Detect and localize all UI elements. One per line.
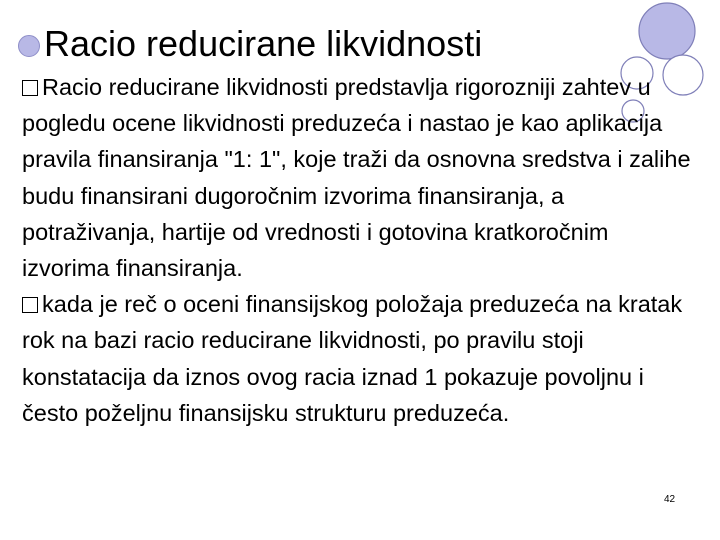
paragraph-2-text: kada je reč o oceni finansijskog položaja preduzeća na kratak rok na bazi racio reducirane likvidnosti, po pravilu stoji konstatacija da iznos ovog racia iznad 1 pokazuje povoljnu i često poželjnu finansijsku strukturu preduzeća. — [22, 291, 683, 426]
hollow-square-bullet-icon — [22, 297, 38, 313]
title-row — [18, 22, 482, 66]
paragraph-1-text: Racio reducirane likvidnosti predstavlja rigorozniji zahtev u pogledu ocene likvidnosti preduzeća i nastao je kao aplikacija pravila finansiranja "1: 1", koje traži da osnovna sredstva i zalihe budu finansirani dugoročnim izvorima finansiranja, a potraživanja, hartije od vrednosti i gotovina kratkoročnim izvorima finansiranja. — [22, 74, 691, 282]
paragraph-2 — [22, 286, 694, 431]
deco-circle-large — [639, 3, 695, 59]
filled-circle-bullet-icon — [18, 35, 40, 57]
page-number: 42 — [664, 494, 676, 505]
paragraph-1 — [22, 69, 694, 286]
slide-body — [22, 69, 694, 431]
hollow-square-bullet-icon — [22, 80, 38, 96]
slide-title: Racio reducirane likvidnosti — [44, 23, 483, 64]
